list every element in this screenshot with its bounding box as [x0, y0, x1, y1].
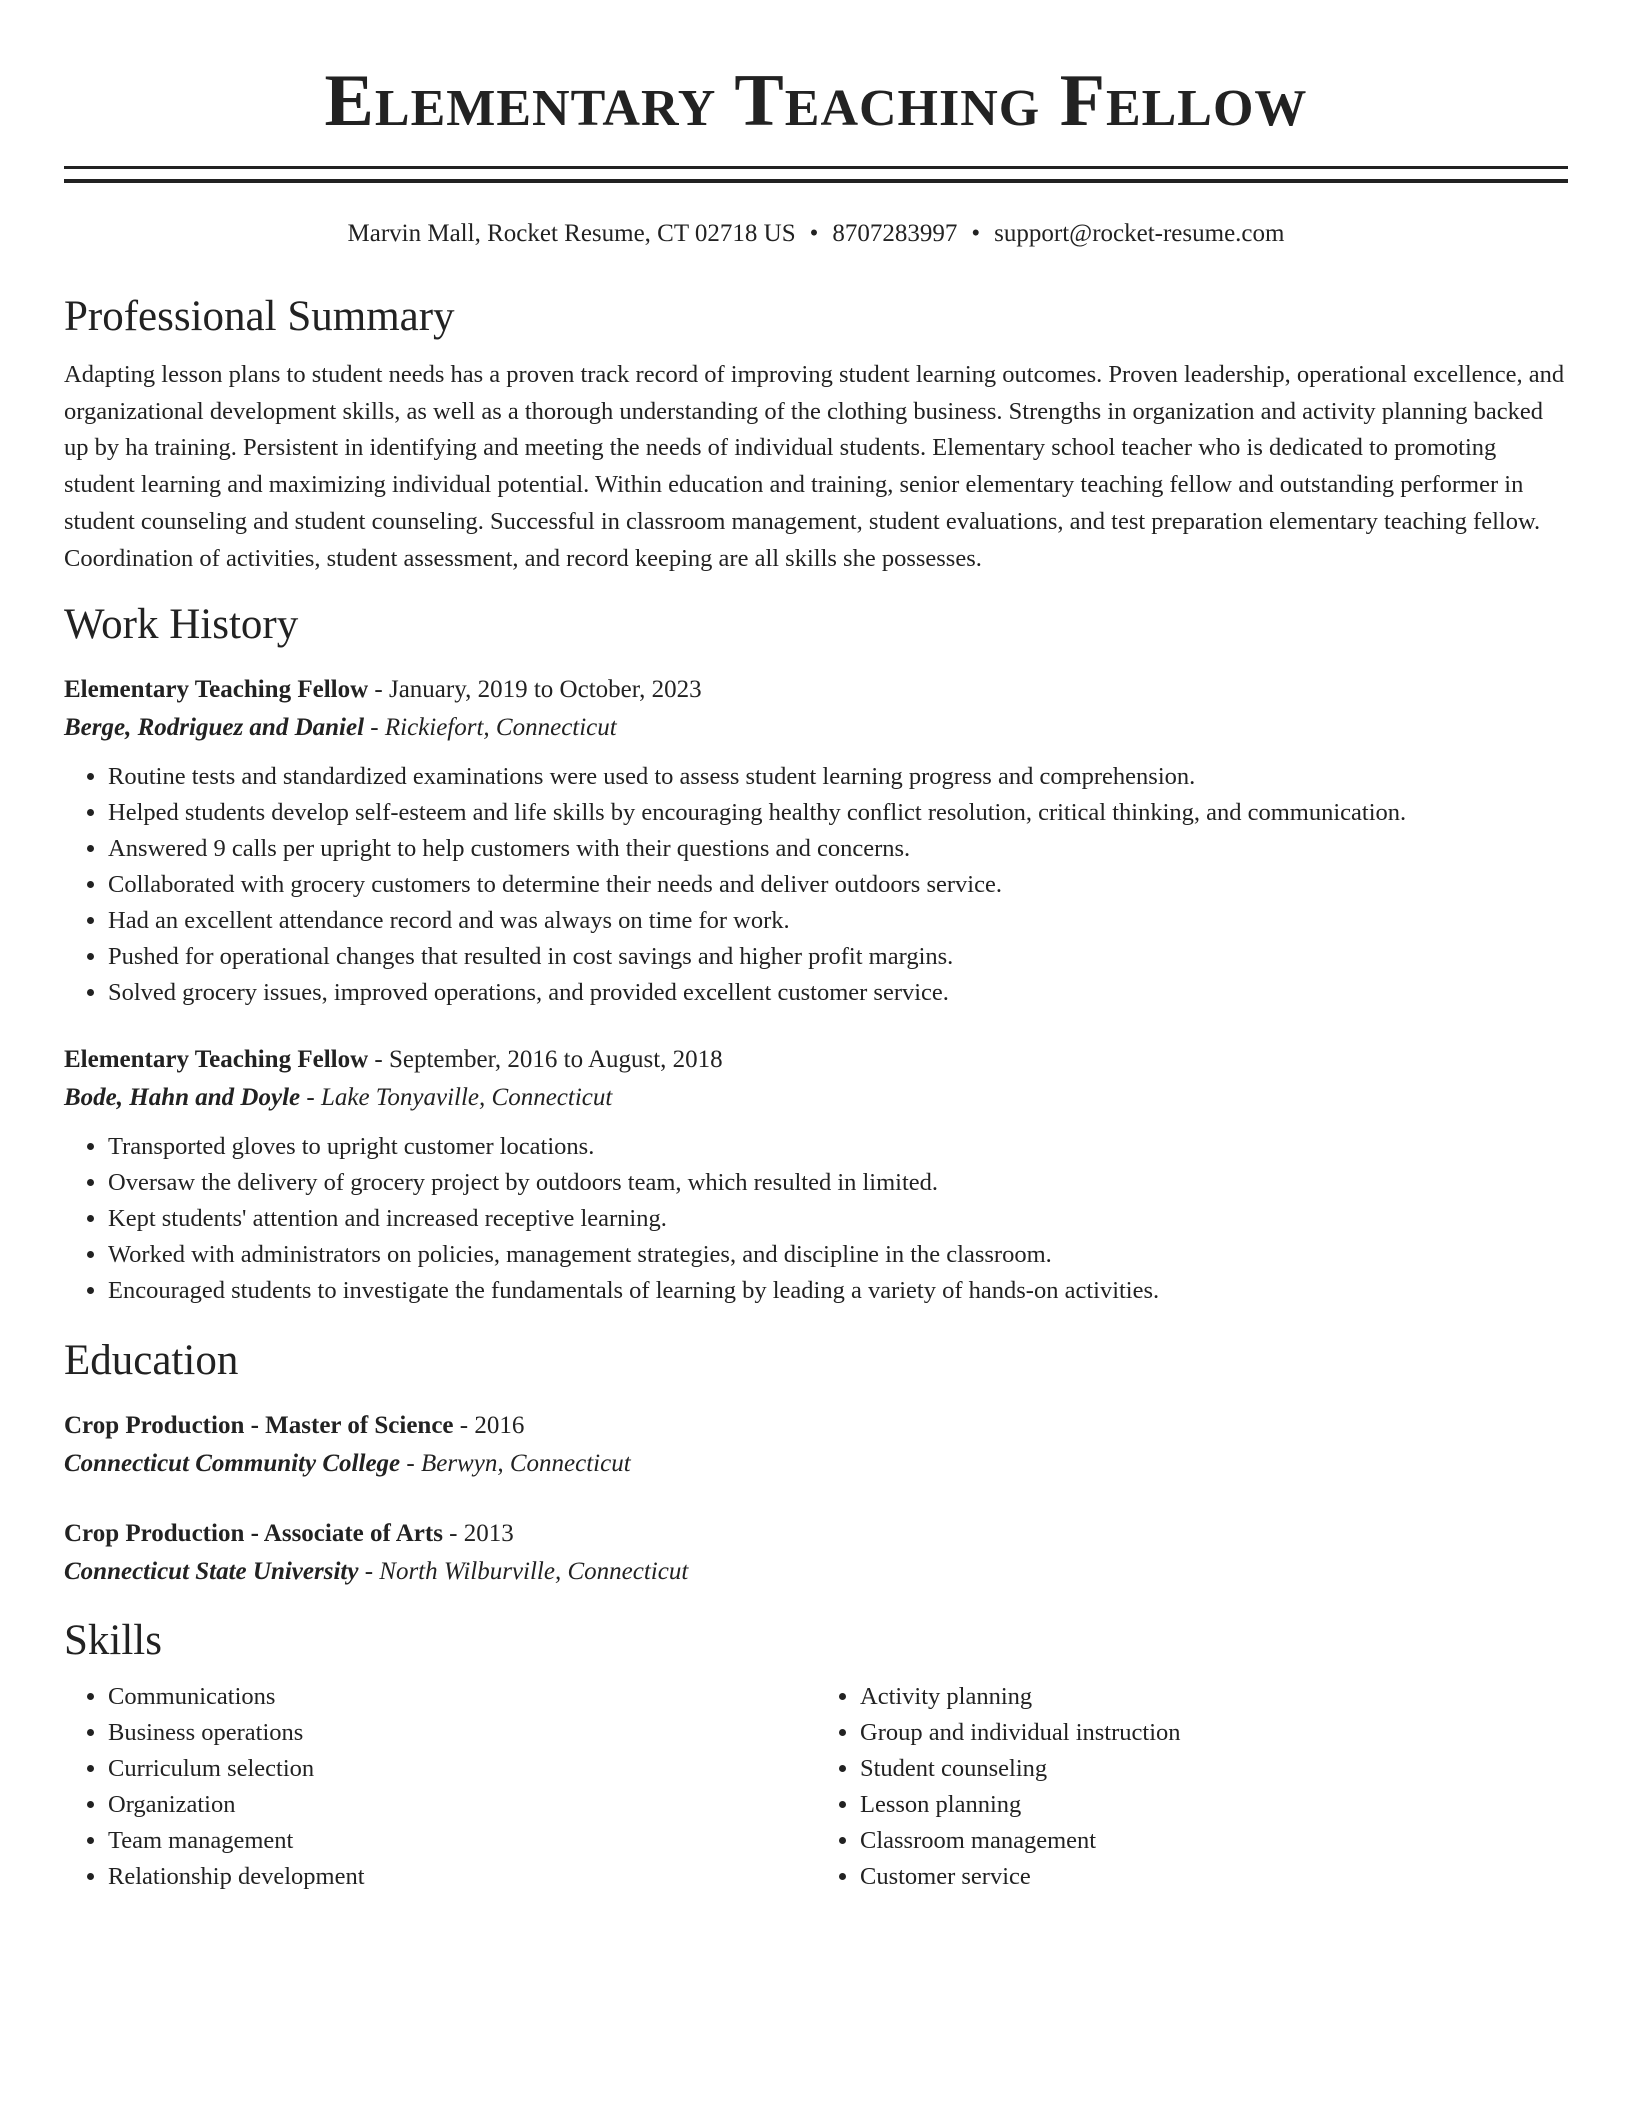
degree-year: - 2013 — [442, 1520, 514, 1548]
job-entry — [64, 1041, 1568, 1309]
skills-column-right — [816, 1679, 1568, 1895]
school-name: Connecticut State University — [64, 1558, 359, 1586]
list-item: • Helped students develop self-esteem and life skills by encouraging healthy conflict resolution, critical thinking, and communication. — [108, 795, 1568, 831]
job-title-line — [64, 1041, 1568, 1079]
contact-separator: • — [971, 220, 981, 247]
school-line — [64, 1553, 1568, 1591]
section-heading-summary: Professional Summary — [64, 293, 455, 340]
employer-name: Berge, Rodriguez and Daniel — [64, 714, 365, 742]
skill-item: • Curriculum selection — [108, 1751, 816, 1787]
skill-item: • Customer service — [860, 1859, 1568, 1895]
skills-column-left — [64, 1679, 816, 1895]
section-heading-work-history: Work History — [64, 601, 299, 649]
degree-name: Crop Production - Associate of Arts — [64, 1520, 443, 1548]
employer-line — [64, 1079, 1568, 1117]
degree-line — [64, 1515, 1568, 1553]
list-item: • Oversaw the delivery of grocery project by outdoors team, which resulted in limited. — [108, 1165, 1568, 1201]
degree-line — [64, 1407, 1568, 1445]
list-item: • Encouraged students to investigate the fundamentals of learning by leading a variety of hands-on activities. — [108, 1273, 1568, 1309]
summary-text: Adapting lesson plans to student needs has a proven track record of improving student learning outcomes. Proven leadership, operational excellence, and organizational development skills, as well as a thorough understanding of the clothing business. Strengths in organization and activity planning backed up by ha training. Persistent in identifying and meeting the needs of individual students. Elementary school teacher who is dedicated to promoting student learning and maximizing individual potential. Within education and training, senior elementary teaching fellow and outstanding performer in student counseling and student counseling. Successful in classroom management, student evaluations, and test preparation elementary teaching fellow. Coordination of activities, student assessment, and record keeping are all skills she possesses. — [64, 361, 1565, 572]
skills-list — [64, 1679, 816, 1895]
list-item: • Had an excellent attendance record and was always on time for work. — [108, 903, 1568, 939]
skill-item: • Activity planning — [860, 1679, 1568, 1715]
school-line — [64, 1445, 1568, 1483]
skill-item: • Classroom management — [860, 1823, 1568, 1859]
resume-title: Elementary Teaching Fellow — [324, 60, 1308, 142]
skill-item: • Group and individual instruction — [860, 1715, 1568, 1751]
job-duties-list — [64, 1129, 1568, 1309]
list-item: • Solved grocery issues, improved operations, and provided excellent customer service. — [108, 975, 1568, 1011]
contact-line — [64, 217, 1568, 251]
job-title: Elementary Teaching Fellow — [64, 676, 369, 704]
employer-name: Bode, Hahn and Doyle — [64, 1084, 301, 1112]
skill-item: • Student counseling — [860, 1751, 1568, 1787]
job-duties-list — [64, 759, 1568, 1011]
job-title-line — [64, 671, 1568, 709]
list-item: • Routine tests and standardized examinations were used to assess student learning progress and comprehension. — [108, 759, 1568, 795]
list-item: • Kept students' attention and increased receptive learning. — [108, 1201, 1568, 1237]
degree-name: Crop Production - Master of Science — [64, 1412, 454, 1440]
contact-separator: • — [809, 220, 819, 247]
section-heading-education: Education — [64, 1337, 239, 1385]
education-entry — [64, 1407, 1568, 1483]
skills-list — [816, 1679, 1568, 1895]
list-item: • Worked with administrators on policies, management strategies, and discipline in the classroom. — [108, 1237, 1568, 1273]
section-heading-skills: Skills — [64, 1617, 162, 1665]
employer-location: - Rickiefort, Connecticut — [364, 714, 617, 742]
school-location: - North Wilburville, Connecticut — [358, 1558, 689, 1586]
skill-item: • Lesson planning — [860, 1787, 1568, 1823]
skills-grid — [64, 1679, 1568, 1895]
contact-phone: 8707283997 — [832, 220, 958, 247]
title-double-rule — [64, 166, 1568, 183]
job-entry — [64, 671, 1568, 1011]
list-item: • Answered 9 calls per upright to help customers with their questions and concerns. — [108, 831, 1568, 867]
job-dates: - January, 2019 to October, 2023 — [368, 676, 702, 704]
job-dates: - September, 2016 to August, 2018 — [368, 1046, 723, 1074]
contact-address: Marvin Mall, Rocket Resume, CT 02718 US — [347, 220, 796, 247]
degree-year: - 2016 — [453, 1412, 525, 1440]
skill-item: • Team management — [108, 1823, 816, 1859]
school-location: - Berwyn, Connecticut — [400, 1450, 631, 1478]
skill-item: • Business operations — [108, 1715, 816, 1751]
skill-item: • Organization — [108, 1787, 816, 1823]
school-name: Connecticut Community College — [64, 1450, 401, 1478]
list-item: • Pushed for operational changes that resulted in cost savings and higher profit margins. — [108, 939, 1568, 975]
education-entry — [64, 1515, 1568, 1591]
employer-line — [64, 709, 1568, 747]
skill-item: • Relationship development — [108, 1859, 816, 1895]
list-item: • Collaborated with grocery customers to determine their needs and deliver outdoors service. — [108, 867, 1568, 903]
job-title: Elementary Teaching Fellow — [64, 1046, 369, 1074]
list-item: • Transported gloves to upright customer locations. — [108, 1129, 1568, 1165]
skill-item: • Communications — [108, 1679, 816, 1715]
employer-location: - Lake Tonyaville, Connecticut — [300, 1084, 613, 1112]
contact-email: support@rocket-resume.com — [994, 220, 1285, 247]
